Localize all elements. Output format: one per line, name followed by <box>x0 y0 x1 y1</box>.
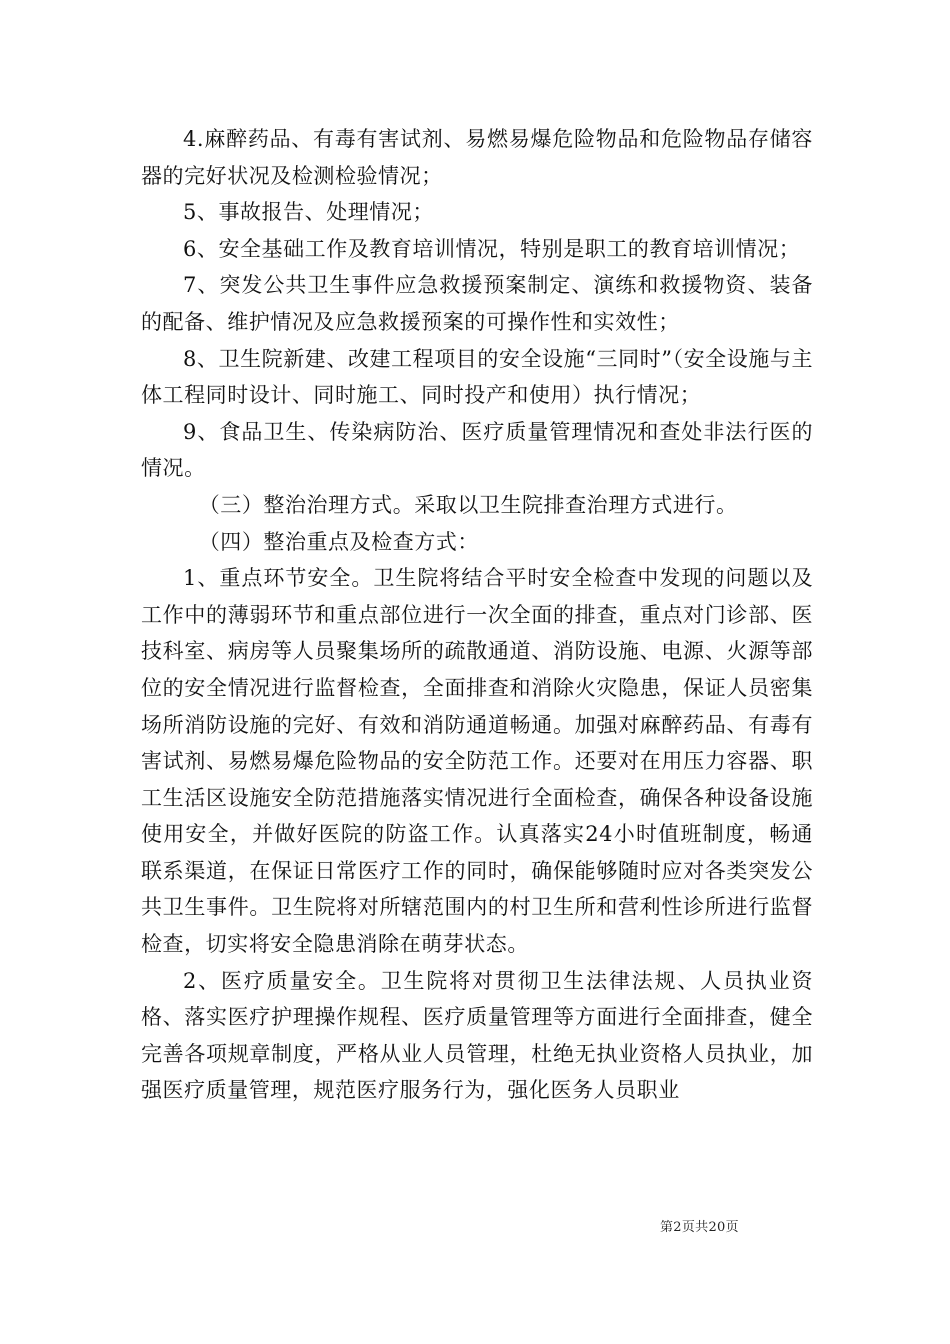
paragraph-key-link-safety: 1、重点环节安全。卫生院将结合平时安全检查中发现的问题以及工作中的薄弱环节和重点部位进行一次全面的排查，重点对门诊部、医技科室、病房等人员聚集场所的疏散通道、消防设施、电源、火源等部位的安全情况进行监督检查，全面排查和消除火灾隐患，保证人员密集场所消防设施的完好、有效和消防通道畅通。加强对麻醉药品、有毒有害试剂、易燃易爆危险物品的安全防范工作。还要对在用压力容器、职工生活区设施安全防范措施落实情况进行全面检查，确保各种设备设施使用安全，并做好医院的防盗工作。认真落实24小时值班制度，畅通联系渠道，在保证日常医疗工作的同时，确保能够随时应对各类突发公共卫生事件。卫生院将对所辖范围内的村卫生所和营利性诊所进行监督检查，切实将安全隐患消除在萌芽状态。 <box>141 566 813 957</box>
paragraph-medical-quality-safety: 2、医疗质量安全。卫生院将对贯彻卫生法律法规、人员执业资格、落实医疗护理操作规程、医疗质量管理等方面进行全面排查，健全完善各项规章制度，严格从业人员管理，杜绝无执业资格人员执业，加强医疗质量管理，规范医疗服务行为，强化医务人员职业 <box>141 968 813 1103</box>
paragraph-item-8: 8、卫生院新建、改建工程项目的安全设施“三同时”（安全设施与主体工程同时设计、同时施工、同时投产和使用）执行情况； <box>141 346 813 408</box>
paragraph-item-5: 5、事故报告、处理情况； <box>183 200 434 225</box>
paragraph-section-3: （三）整治治理方式。采取以卫生院排查治理方式进行。 <box>198 492 738 517</box>
paragraph-item-4: 4.麻醉药品、有毒有害试剂、易燃易爆危险物品和危险物品存储容器的完好状况及检测检验情况； <box>141 127 813 188</box>
paragraph-section-4: （四）整治重点及检查方式： <box>198 529 479 554</box>
paragraph-item-6: 6、安全基础工作及教育培训情况，特别是职工的教育培训情况； <box>183 236 801 261</box>
page-number: 第2页共20页 <box>660 1220 739 1235</box>
body-text <box>141 121 813 1109</box>
paragraph-item-9: 9、食品卫生、传染病防治、医疗质量管理情况和查处非法行医的情况。 <box>141 419 813 481</box>
paragraph-item-7: 7、突发公共卫生事件应急救援预案制定、演练和救援物资、装备的配备、维护情况及应急救援预案的可操作性和实效性； <box>141 273 813 334</box>
